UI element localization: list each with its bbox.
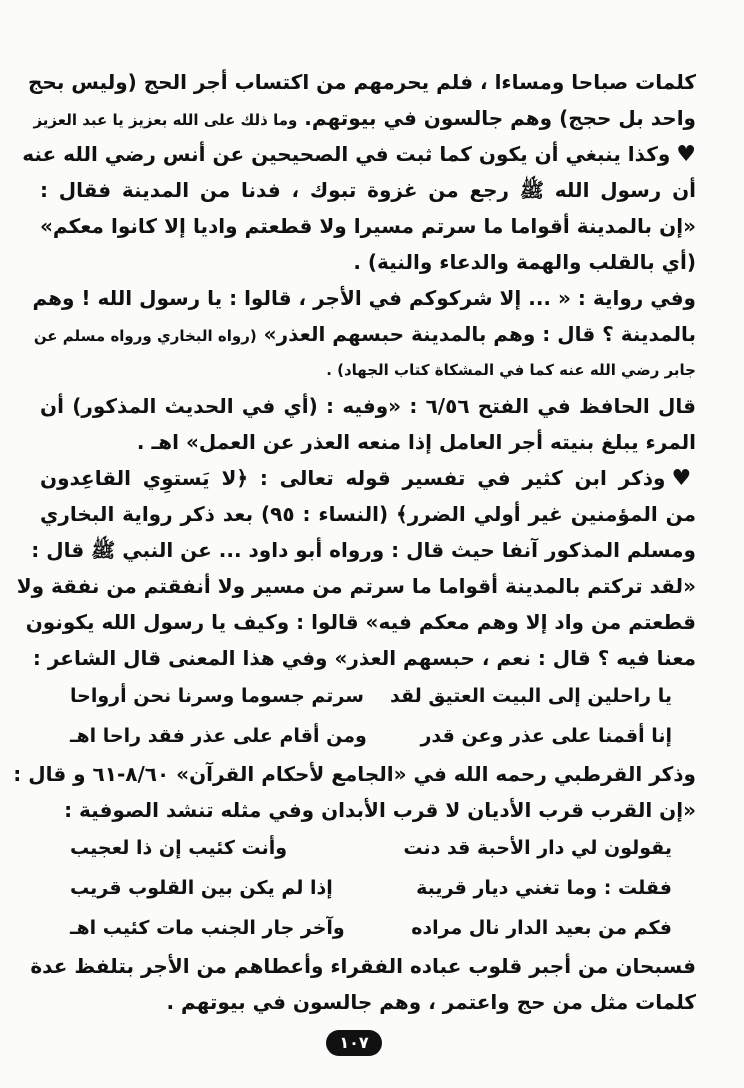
text-line: ومسلم المذكور آنفا حيث قال : ورواه أبو داود ... عن النبي ﷺ قال : [31, 538, 696, 562]
text-line: وذكر القرطبي رحمه الله في «الجامع لأحكام القرآن» ٨/٦٠-٦١ و قال : [13, 762, 696, 786]
heart-icon: ♥ [671, 466, 696, 491]
text-line [40, 460, 696, 496]
poem-verse [40, 908, 696, 948]
poem-verse [40, 676, 696, 716]
poem-verse [40, 868, 696, 908]
text-line: أن رسول الله ﷺ رجع من غزوة تبوك ، فدنا من المدينة فقال : [40, 178, 696, 202]
text-line [22, 136, 696, 172]
text-line: «لقد تركتم بالمدينة أقواما ما سرتم من مسير ولا أنفقتم من نفقة ولا [16, 574, 696, 598]
text-line: كلمات مثل من حج واعتمر ، وهم جالسون في بيوتهم . [166, 990, 696, 1014]
verse-first-half: يقولون لي دار الأحبة قد دنت [403, 837, 672, 859]
page-number: ١٠٧ [326, 1030, 382, 1056]
text-line: (أي بالقلب والهمة والدعاء والنية) . [353, 250, 696, 274]
text-line: قال الحافظ في الفتح ٦/٥٦ : «وفيه : (أي في الحديث المذكور) أن [40, 394, 697, 418]
side-note: وما ذلك على الله بعزيز يا عبد العزيز [33, 111, 298, 129]
verse-second-half: سرتم جسوما وسرنا نحن أرواحا [70, 685, 364, 707]
verse-second-half: وآخر جار الجنب مات كئيب اهـ [70, 917, 345, 939]
verse-first-half: فكم من بعيد الدار نال مراده [411, 917, 672, 939]
verse-first-half: فقلت : وما تغني ديار قريبة [416, 877, 672, 899]
poem-verse [40, 828, 696, 868]
citation-line: جابر رضي الله عنه كما في المشكاة كتاب الجهاد) . [326, 361, 696, 379]
verse-second-half: ومن أقام على عذر فقد راحا اهـ [70, 725, 367, 747]
text-span: وكذا ينبغي أن يكون كما ثبت في الصحيحين عن أنس رضي الله عنه [22, 142, 671, 166]
poem-verse [40, 716, 696, 756]
text-span: بالمدينة ؟ قال : وهم بالمدينة حبسهم العذر» [263, 322, 696, 346]
page-body [13, 64, 697, 1020]
text-line: «إن القرب قرب الأديان لا قرب الأبدان وفي مثله تنشد الصوفية : [64, 798, 696, 822]
text-line: وفي رواية : « ... إلا شركوكم في الأجر ، قالوا : يا رسول الله ! وهم [32, 286, 696, 310]
text-line: قطعتم من واد إلا وهم معكم فيه» قالوا : وكيف يا رسول الله يكونون [25, 610, 696, 634]
heart-icon: ♥ [676, 142, 696, 167]
text-span: وذكر ابن كثير في تفسير قوله تعالى : ﴿لا يَستوِي القاعِدون [40, 466, 666, 490]
verse-first-half: يا راحلين إلى البيت العتيق لقد [389, 685, 672, 707]
text-line: المرء يبلغ بنيته أجر العامل إذا منعه العذر عن العمل» اهـ . [136, 430, 696, 454]
text-span: واحد بل حجج) وهم جالسون في بيوتهم. [304, 106, 696, 130]
text-line [33, 100, 696, 136]
text-line: «إن بالمدينة أقواما ما سرتم مسيرا ولا قطعتم واديا إلا كانوا معكم» [40, 214, 696, 238]
text-line: فسبحان من أجبر قلوب عباده الفقراء وأعطاهم من الأجر بتلفظ عدة [30, 954, 696, 978]
text-line: كلمات صباحا ومساءا ، فلم يحرمهم من اكتساب أجر الحج (وليس بحج [27, 70, 696, 94]
text-line: معنا فيه ؟ قال : نعم ، حبسهم العذر» وفي هذا المعنى قال الشاعر : [32, 646, 696, 670]
text-line: من المؤمنين غير أولي الضرر﴾ (النساء : ٩٥) بعد ذكر رواية البخاري [40, 502, 696, 526]
verse-second-half: إذا لم يكن بين القلوب قريب [70, 877, 333, 899]
citation: (رواه البخاري ورواه مسلم عن [33, 327, 257, 345]
text-line [33, 316, 696, 352]
verse-second-half: وأنت كئيب إن ذا لعجيب [70, 837, 288, 859]
verse-first-half: إنا أقمنا على عذر وعن قدر [420, 725, 672, 747]
